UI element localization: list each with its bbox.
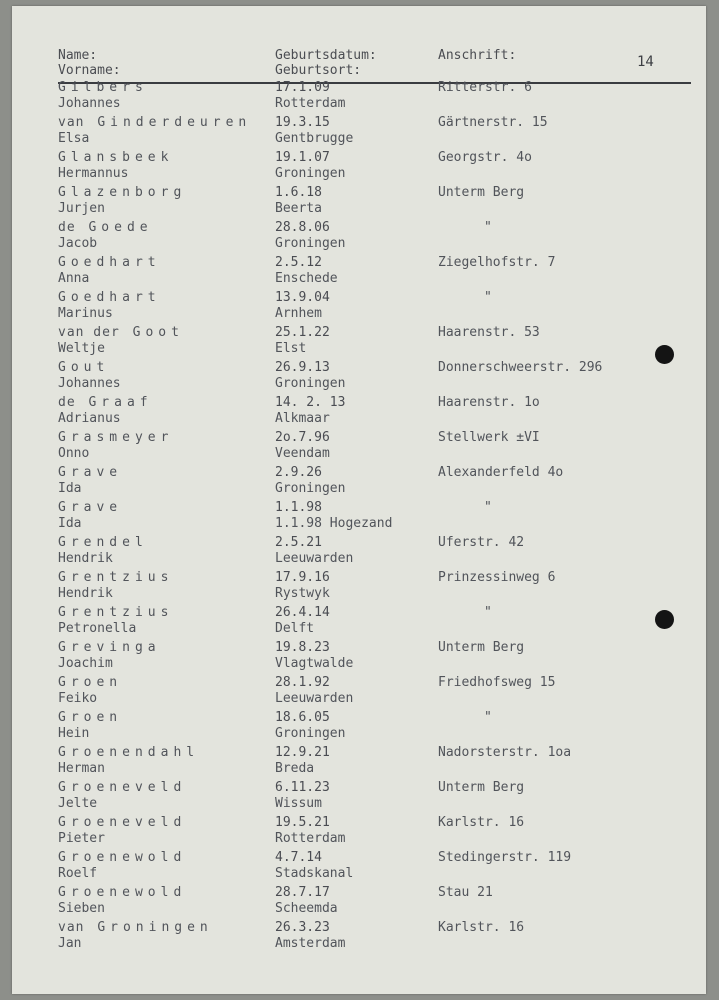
surname-line (58, 605, 173, 620)
given-name: Johannes (58, 376, 121, 391)
address: Unterm Berg (438, 185, 525, 200)
surname-line (58, 185, 186, 200)
birth-place: Enschede (275, 271, 338, 286)
birth-date: 1.1.98 (275, 500, 322, 515)
address: Alexanderfeld 4o (438, 465, 564, 480)
address: Georgstr. 4o (438, 150, 532, 165)
birth-place: Rotterdam (275, 96, 346, 111)
birth-date: 26.3.23 (275, 920, 330, 935)
address: Friedhofsweg 15 (438, 675, 556, 690)
record-row (12, 220, 706, 254)
birth-date: 6.11.23 (275, 780, 330, 795)
birth-place: Veendam (275, 446, 330, 461)
given-name: Petronella (58, 621, 137, 636)
birth-place: Wissum (275, 796, 322, 811)
given-name: Pieter (58, 831, 105, 846)
surname-line (58, 290, 161, 305)
surname-prefix: de (58, 395, 76, 410)
birth-date: 25.1.22 (275, 325, 330, 340)
address: Donnerschweerstr. 296 (438, 360, 603, 375)
record-row (12, 395, 706, 429)
surname: Grave (58, 500, 123, 515)
record-row (12, 500, 706, 534)
address: Uferstr. 42 (438, 535, 525, 550)
address: Stau 21 (438, 885, 493, 900)
surname: Grave (58, 465, 123, 480)
given-name: Ida (58, 516, 82, 531)
record-row (12, 150, 706, 184)
surname-line (58, 255, 161, 270)
birth-date: 17.9.16 (275, 570, 330, 585)
surname: Groningen (97, 920, 213, 935)
given-name: Elsa (58, 131, 90, 146)
record-row (12, 920, 706, 954)
surname-prefix: van der (58, 325, 120, 340)
given-name: Jelte (58, 796, 98, 811)
surname: Grevinga (58, 640, 161, 655)
record-row (12, 430, 706, 464)
surname-line (58, 640, 161, 655)
birth-place: Leeuwarden (275, 691, 354, 706)
surname: Grasmeyer (58, 430, 174, 445)
surname-line (58, 710, 122, 725)
surname: Grentzius (58, 605, 174, 620)
birth-place: Groningen (275, 166, 346, 181)
surname: Groeneveld (58, 780, 187, 795)
birth-date: 28.7.17 (275, 885, 330, 900)
firstname-column-label: Vorname: (58, 63, 121, 78)
birth-date: 19.5.21 (275, 815, 330, 830)
birth-place: Rotterdam (275, 831, 346, 846)
surname-line (58, 780, 186, 795)
surname-line (58, 675, 122, 690)
birth-place: Vlagtwalde (275, 656, 354, 671)
address: Karlstr. 16 (438, 920, 525, 935)
given-name: Feiko (58, 691, 98, 706)
given-name: Hendrik (58, 551, 113, 566)
name-column-label: Name: (58, 48, 98, 63)
surname-line (58, 150, 173, 165)
birth-place: Groningen (275, 236, 346, 251)
given-name: Jurjen (58, 201, 105, 216)
address: " (484, 220, 492, 235)
given-name: Roelf (58, 866, 98, 881)
birth-place: Stadskanal (275, 866, 354, 881)
birth-date: 12.9.21 (275, 745, 330, 760)
surname-line (58, 535, 148, 550)
birthdate-column-label: Geburtsdatum: (275, 48, 377, 63)
birth-place: Elst (275, 341, 307, 356)
surname-line (58, 570, 173, 585)
birth-date: 26.4.14 (275, 605, 330, 620)
surname: Grendel (58, 535, 148, 550)
punch-hole-upper (655, 345, 674, 364)
surname-line (58, 885, 186, 900)
birth-date: 26.9.13 (275, 360, 330, 375)
record-row (12, 815, 706, 849)
birth-place: Rystwyk (275, 586, 330, 601)
surname-line (58, 815, 186, 830)
record-row (12, 640, 706, 674)
birth-date: 28.1.92 (275, 675, 330, 690)
birth-place: Groningen (275, 376, 346, 391)
address: " (484, 500, 492, 515)
birth-date: 4.7.14 (275, 850, 322, 865)
birth-place: Breda (275, 761, 315, 776)
given-name: Jan (58, 936, 82, 951)
birth-place: Arnhem (275, 306, 322, 321)
surname-line (58, 850, 186, 865)
page-number: 14 (637, 54, 654, 70)
birth-place: Gentbrugge (275, 131, 354, 146)
given-name: Marinus (58, 306, 113, 321)
address: Haarenstr. 1o (438, 395, 540, 410)
surname: Goot (132, 325, 184, 340)
given-name: Johannes (58, 96, 121, 111)
surname: Gilbers (58, 80, 148, 95)
address: Haarenstr. 53 (438, 325, 540, 340)
record-row (12, 780, 706, 814)
surname-line (58, 220, 153, 235)
record-row (12, 360, 706, 394)
given-name: Weltje (58, 341, 105, 356)
birthplace-column-label: Geburtsort: (275, 63, 362, 78)
birth-date: 13.9.04 (275, 290, 330, 305)
surname: Graaf (88, 395, 153, 410)
surname-line (58, 360, 109, 375)
given-name: Hermannus (58, 166, 129, 181)
birth-date: 19.1.07 (275, 150, 330, 165)
record-row (12, 850, 706, 884)
address: Unterm Berg (438, 780, 525, 795)
surname-line (58, 465, 122, 480)
given-name: Ida (58, 481, 82, 496)
surname-prefix: de (58, 220, 76, 235)
surname: Groen (58, 675, 123, 690)
birth-date: 19.8.23 (275, 640, 330, 655)
surname-line (58, 920, 213, 935)
birth-date: 18.6.05 (275, 710, 330, 725)
surname: Groenendahl (58, 745, 200, 760)
surname-line (58, 115, 251, 130)
surname: Glazenborg (58, 185, 187, 200)
given-name: Hendrik (58, 586, 113, 601)
surname-line (58, 325, 184, 340)
birth-date: 17.1.09 (275, 80, 330, 95)
address: " (484, 290, 492, 305)
address: Prinzessinweg 6 (438, 570, 556, 585)
given-name: Herman (58, 761, 105, 776)
surname-line (58, 500, 122, 515)
surname-line (58, 430, 173, 445)
birth-place: Leeuwarden (275, 551, 354, 566)
surname: Groenewold (58, 850, 187, 865)
record-row (12, 745, 706, 779)
birth-date: 2.9.26 (275, 465, 322, 480)
birth-date: 2o.7.96 (275, 430, 330, 445)
birth-date: 1.6.18 (275, 185, 322, 200)
birth-place: Delft (275, 621, 315, 636)
birth-place: Groningen (275, 481, 346, 496)
surname-prefix: van (58, 115, 85, 130)
record-row (12, 710, 706, 744)
given-name: Adrianus (58, 411, 121, 426)
given-name: Anna (58, 271, 90, 286)
record-row (12, 80, 706, 114)
address: Ziegelhofstr. 7 (438, 255, 556, 270)
address: Gärtnerstr. 15 (438, 115, 548, 130)
record-row (12, 535, 706, 569)
given-name: Jacob (58, 236, 98, 251)
birth-place: 1.1.98 Hogezand (275, 516, 393, 531)
birth-date: 19.3.15 (275, 115, 330, 130)
surname: Grentzius (58, 570, 174, 585)
birth-date: 2.5.21 (275, 535, 322, 550)
surname: Glansbeek (58, 150, 174, 165)
address-column-label: Anschrift: (438, 48, 517, 63)
surname: Goedhart (58, 290, 161, 305)
given-name: Hein (58, 726, 90, 741)
record-row (12, 325, 706, 359)
address: Stedingerstr. 119 (438, 850, 572, 865)
punch-hole-lower (655, 610, 674, 629)
birth-date: 14. 2. 13 (275, 395, 346, 410)
document-page (12, 6, 706, 994)
given-name: Joachim (58, 656, 113, 671)
birth-place: Groningen (275, 726, 346, 741)
address: Unterm Berg (438, 640, 525, 655)
record-row (12, 675, 706, 709)
birth-place: Beerta (275, 201, 322, 216)
address: Ritterstr. 6 (438, 80, 532, 95)
given-name: Sieben (58, 901, 105, 916)
record-row (12, 185, 706, 219)
surname-line (58, 80, 148, 95)
record-row (12, 290, 706, 324)
record-row (12, 885, 706, 919)
surname-line (58, 745, 199, 760)
birth-date: 2.5.12 (275, 255, 322, 270)
address: Stellwerk ±VI (438, 430, 540, 445)
address: Nadorsterstr. 1oa (438, 745, 572, 760)
surname-prefix: van (58, 920, 85, 935)
surname: Groenewold (58, 885, 187, 900)
surname: Groen (58, 710, 123, 725)
surname: Ginderdeuren (97, 115, 252, 130)
record-row (12, 570, 706, 604)
surname: Groeneveld (58, 815, 187, 830)
surname-line (58, 395, 153, 410)
birth-place: Amsterdam (275, 936, 346, 951)
address: " (484, 605, 492, 620)
surname: Goedhart (58, 255, 161, 270)
birth-place: Scheemda (275, 901, 338, 916)
record-row (12, 255, 706, 289)
address: " (484, 710, 492, 725)
birth-date: 28.8.06 (275, 220, 330, 235)
given-name: Onno (58, 446, 90, 461)
surname: Goede (88, 220, 153, 235)
surname: Gout (58, 360, 110, 375)
birth-place: Alkmaar (275, 411, 330, 426)
record-row (12, 465, 706, 499)
address: Karlstr. 16 (438, 815, 525, 830)
record-row (12, 605, 706, 639)
record-row (12, 115, 706, 149)
